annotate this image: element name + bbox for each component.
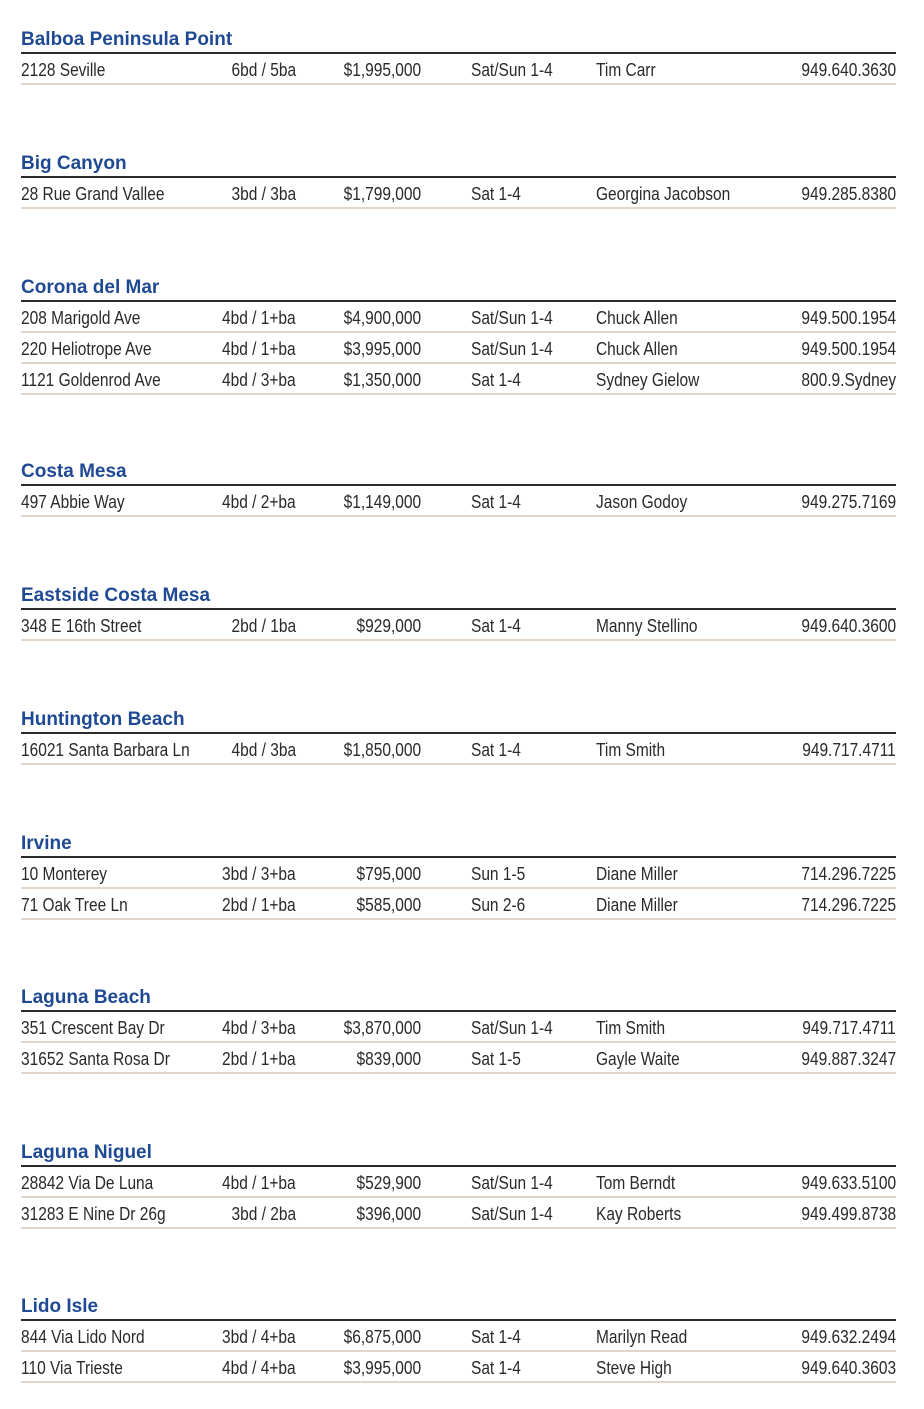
listing-address: 28842 Via De Luna: [21, 1173, 154, 1193]
listing-beds-baths: 3bd / 3ba: [231, 184, 296, 204]
neighborhood-heading: Huntington Beach: [21, 706, 896, 734]
listing-phone: 949.717.4711: [802, 1018, 896, 1038]
listing-price: $839,000: [356, 1049, 421, 1069]
listing-beds-baths: 3bd / 3+ba: [222, 864, 296, 884]
listing-agent: Manny Stellino: [596, 616, 698, 636]
listing-price: $529,900: [356, 1173, 421, 1193]
listing-hours: Sat/Sun 1-4: [471, 1173, 553, 1193]
listing-address: 16021 Santa Barbara Ln: [21, 740, 190, 760]
neighborhood-section: [21, 706, 896, 765]
listing-address: 31652 Santa Rosa Dr: [21, 1049, 170, 1069]
listing-price: $4,900,000: [343, 308, 421, 328]
listing-agent: Tim Smith: [596, 740, 666, 760]
listing-beds-baths: 4bd / 1+ba: [222, 339, 296, 359]
neighborhood-heading: Eastside Costa Mesa: [21, 582, 896, 610]
listing-agent: Chuck Allen: [596, 339, 678, 359]
listing-agent: Tim Carr: [596, 60, 656, 80]
listing-agent: Marilyn Read: [596, 1327, 688, 1347]
listing-hours: Sun 2-6: [471, 895, 526, 915]
listing-price: $3,870,000: [343, 1018, 421, 1038]
listing-hours: Sat/Sun 1-4: [471, 60, 553, 80]
listing-row: [21, 1012, 896, 1043]
listing-beds-baths: 4bd / 1+ba: [222, 1173, 296, 1193]
neighborhood-heading: Big Canyon: [21, 150, 896, 178]
listing-row: [21, 54, 896, 85]
listing-agent: Steve High: [596, 1358, 672, 1378]
neighborhood-heading: Laguna Beach: [21, 984, 896, 1012]
listing-agent: Tom Berndt: [596, 1173, 676, 1193]
listing-beds-baths: 2bd / 1+ba: [222, 1049, 296, 1069]
listing-hours: Sat/Sun 1-4: [471, 308, 553, 328]
listing-address: 220 Heliotrope Ave: [21, 339, 152, 359]
listing-hours: Sat 1-4: [471, 492, 521, 512]
listing-row: [21, 1321, 896, 1352]
neighborhood-heading: Costa Mesa: [21, 458, 896, 486]
listing-phone: 949.632.2494: [801, 1327, 896, 1347]
neighborhood-section: [21, 984, 896, 1074]
listing-address: 1121 Goldenrod Ave: [21, 370, 161, 390]
listing-beds-baths: 2bd / 1+ba: [222, 895, 296, 915]
listing-beds-baths: 3bd / 2ba: [231, 1204, 296, 1224]
listing-beds-baths: 4bd / 1+ba: [222, 308, 296, 328]
listing-hours: Sat/Sun 1-4: [471, 1204, 553, 1224]
listing-row: [21, 734, 896, 765]
listing-beds-baths: 4bd / 4+ba: [222, 1358, 296, 1378]
listing-row: [21, 486, 896, 517]
listing-address: 28 Rue Grand Vallee: [21, 184, 165, 204]
listing-price: $1,799,000: [343, 184, 421, 204]
listing-agent: Georgina Jacobson: [596, 184, 731, 204]
listing-phone: 714.296.7225: [801, 895, 896, 915]
listing-price: $585,000: [356, 895, 421, 915]
listing-hours: Sat 1-4: [471, 1358, 521, 1378]
listing-row: [21, 610, 896, 641]
listing-phone: 949.717.4711: [802, 740, 896, 760]
listing-agent: Jason Godoy: [596, 492, 688, 512]
listing-row: [21, 302, 896, 333]
listing-phone: 800.9.Sydney: [801, 370, 896, 390]
listing-price: $3,995,000: [343, 1358, 421, 1378]
listing-price: $3,995,000: [343, 339, 421, 359]
listing-price: $1,850,000: [343, 740, 421, 760]
listing-row: [21, 1043, 896, 1074]
listing-beds-baths: 4bd / 3+ba: [222, 370, 296, 390]
listing-address: 71 Oak Tree Ln: [21, 895, 128, 915]
listing-price: $1,995,000: [343, 60, 421, 80]
listing-phone: 949.275.7169: [801, 492, 896, 512]
listing-price: $929,000: [356, 616, 421, 636]
listing-row: [21, 858, 896, 889]
listing-row: [21, 178, 896, 209]
listing-phone: 949.500.1954: [801, 308, 896, 328]
listing-phone: 949.285.8380: [801, 184, 896, 204]
listing-address: 110 Via Trieste: [21, 1358, 123, 1378]
listing-hours: Sat 1-4: [471, 184, 521, 204]
listing-row: [21, 1352, 896, 1383]
listing-agent: Sydney Gielow: [596, 370, 700, 390]
listing-agent: Diane Miller: [596, 895, 678, 915]
listing-hours: Sat 1-4: [471, 616, 521, 636]
listing-row: [21, 1167, 896, 1198]
listing-agent: Tim Smith: [596, 1018, 666, 1038]
listing-address: 497 Abbie Way: [21, 492, 125, 512]
neighborhood-section: [21, 274, 896, 395]
listing-hours: Sat 1-5: [471, 1049, 521, 1069]
listing-beds-baths: 4bd / 2+ba: [222, 492, 296, 512]
listing-agent: Gayle Waite: [596, 1049, 680, 1069]
listing-phone: 714.296.7225: [801, 864, 896, 884]
listing-beds-baths: 6bd / 5ba: [231, 60, 296, 80]
listing-row: [21, 1198, 896, 1229]
neighborhood-section: [21, 26, 896, 85]
listing-beds-baths: 4bd / 3+ba: [222, 1018, 296, 1038]
listing-address: 844 Via Lido Nord: [21, 1327, 145, 1347]
listing-hours: Sat 1-4: [471, 1327, 521, 1347]
listing-address: 351 Crescent Bay Dr: [21, 1018, 165, 1038]
listing-price: $795,000: [356, 864, 421, 884]
listing-agent: Diane Miller: [596, 864, 678, 884]
listing-row: [21, 333, 896, 364]
neighborhood-heading: Balboa Peninsula Point: [21, 26, 896, 54]
listing-price: $1,350,000: [343, 370, 421, 390]
listing-hours: Sat/Sun 1-4: [471, 1018, 553, 1038]
listing-phone: 949.633.5100: [801, 1173, 896, 1193]
neighborhood-section: [21, 1139, 896, 1229]
listing-phone: 949.500.1954: [801, 339, 896, 359]
neighborhood-heading: Laguna Niguel: [21, 1139, 896, 1167]
listing-price: $6,875,000: [343, 1327, 421, 1347]
neighborhood-heading: Lido Isle: [21, 1293, 896, 1321]
listing-agent: Kay Roberts: [596, 1204, 682, 1224]
listing-beds-baths: 3bd / 4+ba: [222, 1327, 296, 1347]
listing-phone: 949.640.3600: [801, 616, 896, 636]
listing-address: 31283 E Nine Dr 26g: [21, 1204, 166, 1224]
neighborhood-section: [21, 150, 896, 209]
neighborhood-heading: Irvine: [21, 830, 896, 858]
listing-hours: Sat 1-4: [471, 740, 521, 760]
listing-hours: Sun 1-5: [471, 864, 526, 884]
listing-row: [21, 364, 896, 395]
listing-phone: 949.640.3630: [801, 60, 896, 80]
listing-phone: 949.887.3247: [801, 1049, 896, 1069]
neighborhood-heading: Corona del Mar: [21, 274, 896, 302]
listing-beds-baths: 2bd / 1ba: [231, 616, 296, 636]
listing-hours: Sat 1-4: [471, 370, 521, 390]
listing-row: [21, 889, 896, 920]
listing-agent: Chuck Allen: [596, 308, 678, 328]
listing-price: $396,000: [356, 1204, 421, 1224]
listing-address: 208 Marigold Ave: [21, 308, 141, 328]
neighborhood-section: [21, 458, 896, 517]
listing-address: 2128 Seville: [21, 60, 106, 80]
neighborhood-section: [21, 1293, 896, 1383]
neighborhood-section: [21, 830, 896, 920]
listing-price: $1,149,000: [343, 492, 421, 512]
listing-address: 10 Monterey: [21, 864, 108, 884]
listing-beds-baths: 4bd / 3ba: [231, 740, 296, 760]
listing-phone: 949.640.3603: [801, 1358, 896, 1378]
listing-address: 348 E 16th Street: [21, 616, 142, 636]
neighborhood-section: [21, 582, 896, 641]
listing-hours: Sat/Sun 1-4: [471, 339, 553, 359]
listing-phone: 949.499.8738: [801, 1204, 896, 1224]
